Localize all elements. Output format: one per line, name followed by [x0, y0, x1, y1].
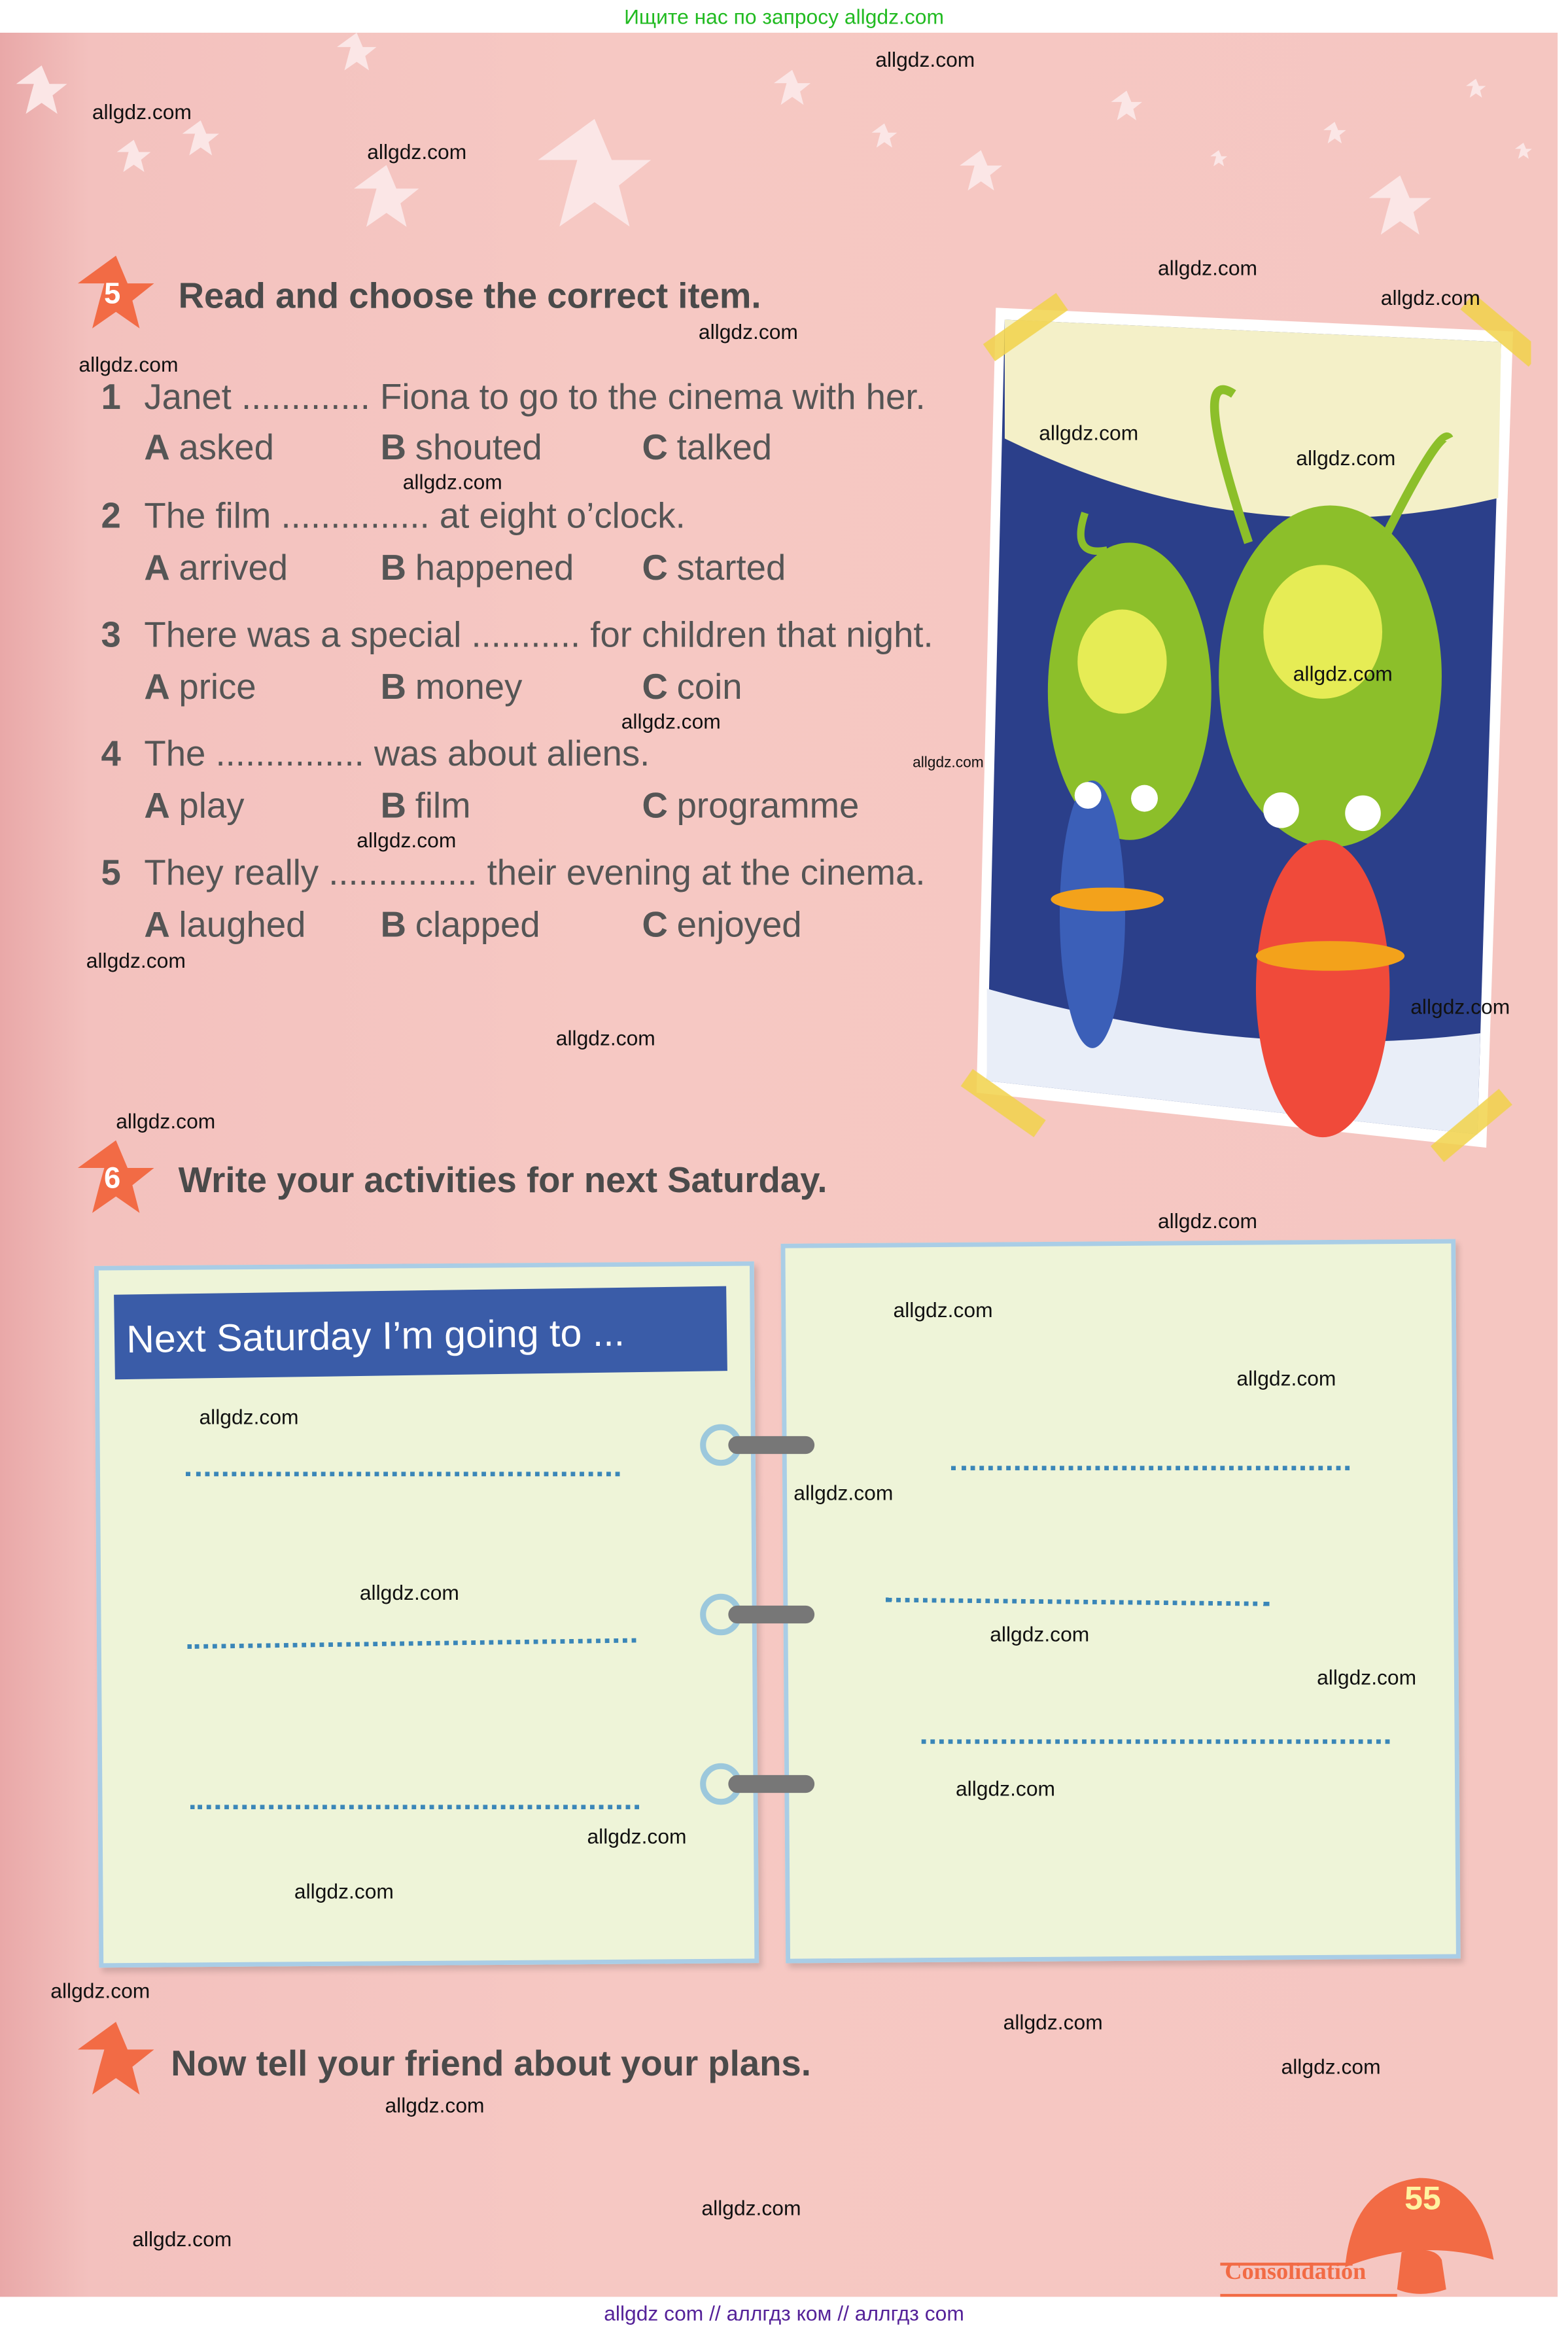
watermark: allgdz.com — [78, 352, 179, 376]
question-number: 5 — [101, 853, 121, 894]
exercise-title: Now tell your friend about your plans. — [171, 2044, 811, 2085]
stars-decoration-icon — [0, 33, 1558, 256]
watermark: allgdz.com — [990, 1621, 1090, 1646]
page-number: 55 — [1404, 2179, 1441, 2217]
watermark: allgdz.com — [555, 1025, 655, 1050]
option-a[interactable]: A laughed — [144, 905, 306, 946]
watermark: allgdz.com — [50, 1979, 150, 2003]
watermark: allgdz.com — [132, 2227, 232, 2251]
watermark: allgdz.com — [402, 469, 502, 494]
watermark: allgdz.com — [294, 1879, 394, 1903]
option-b[interactable]: B film — [380, 786, 471, 827]
watermark: allgdz.com — [1410, 995, 1510, 1019]
option-c[interactable]: C enjoyed — [642, 905, 802, 946]
exercise-star-icon — [76, 2022, 156, 2102]
question-text: They really ............... their evening at the cinema. — [144, 853, 926, 894]
question-text: Janet ............. Fiona to go to the cinema with her. — [144, 378, 926, 418]
watermark: allgdz.com — [913, 755, 984, 772]
writing-line[interactable] — [186, 1472, 619, 1476]
question-number: 4 — [101, 734, 121, 775]
option-a[interactable]: A arrived — [144, 548, 288, 589]
option-b[interactable]: B clapped — [380, 905, 540, 946]
question-number: 2 — [101, 496, 121, 537]
watermark: allgdz.com — [199, 1405, 299, 1429]
question-text: The film ............... at eight o’clock. — [144, 496, 686, 537]
watermark: allgdz.com — [1317, 1665, 1417, 1689]
watermark: allgdz.com — [1157, 1209, 1258, 1233]
notebook-header: Next Saturday I’m going to ... — [114, 1286, 727, 1380]
watermark: allgdz.com — [86, 948, 186, 972]
watermark: allgdz.com — [92, 99, 192, 124]
option-b[interactable]: B happened — [380, 548, 574, 589]
watermark: allgdz.com — [385, 2093, 485, 2117]
watermark: allgdz.com — [1380, 285, 1480, 309]
watermark: allgdz.com — [357, 828, 457, 852]
option-c[interactable]: C coin — [642, 667, 742, 708]
option-b[interactable]: B money — [380, 667, 523, 708]
option-c[interactable]: C programme — [642, 786, 860, 827]
option-a[interactable]: A price — [144, 667, 256, 708]
watermark: allgdz.com — [367, 139, 467, 164]
watermark: allgdz.com — [1296, 446, 1396, 470]
option-a[interactable]: A play — [144, 786, 245, 827]
watermark: allgdz.com — [893, 1297, 993, 1322]
watermark: allgdz.com — [587, 1824, 687, 1848]
question-text: The ............... was about aliens. — [144, 734, 650, 775]
watermark: allgdz.com — [955, 1776, 1056, 1801]
question-number: 1 — [101, 378, 121, 418]
watermark: allgdz.com — [359, 1580, 459, 1604]
option-b[interactable]: B shouted — [380, 428, 542, 468]
watermark: allgdz.com — [1039, 421, 1139, 445]
binder-ring-icon — [699, 1761, 818, 1806]
watermark: allgdz.com — [875, 47, 975, 72]
question-number: 3 — [101, 615, 121, 656]
binder-ring-icon — [699, 1422, 818, 1467]
watermark: allgdz.com — [116, 1108, 216, 1133]
option-c[interactable]: C started — [642, 548, 786, 589]
watermark: allgdz.com — [701, 2195, 801, 2220]
watermark: allgdz.com — [1236, 1366, 1336, 1390]
exercise-number: 6 — [104, 1162, 121, 1195]
binder-ring-icon — [699, 1592, 818, 1636]
exercise-title: Read and choose the correct item. — [178, 276, 761, 317]
watermark: allgdz.com — [1293, 662, 1393, 686]
watermark: allgdz.com — [793, 1481, 894, 1505]
watermark: allgdz.com — [621, 709, 721, 733]
aliens-illustration — [951, 290, 1531, 1167]
watermark: allgdz.com — [1281, 2055, 1381, 2079]
watermark: allgdz.com — [1003, 2009, 1103, 2034]
watermark: allgdz.com — [1157, 255, 1258, 280]
bottom-banner: allgdz com // аллгдз ком // аллгдз com — [0, 2297, 1568, 2329]
exercise-number: 5 — [104, 277, 121, 311]
writing-line[interactable] — [922, 1739, 1390, 1744]
section-label: Consolidation — [1225, 2259, 1367, 2286]
top-banner: Ищите нас по запросу allgdz.com — [0, 0, 1568, 33]
writing-line[interactable] — [951, 1466, 1350, 1470]
exercise-title: Write your activities for next Saturday. — [178, 1161, 828, 1201]
question-text: There was a special ........... for children that night. — [144, 615, 933, 656]
option-c[interactable]: C talked — [642, 428, 773, 468]
option-a[interactable]: A asked — [144, 428, 274, 468]
watermark: allgdz.com — [698, 319, 798, 344]
writing-line[interactable] — [190, 1805, 639, 1809]
